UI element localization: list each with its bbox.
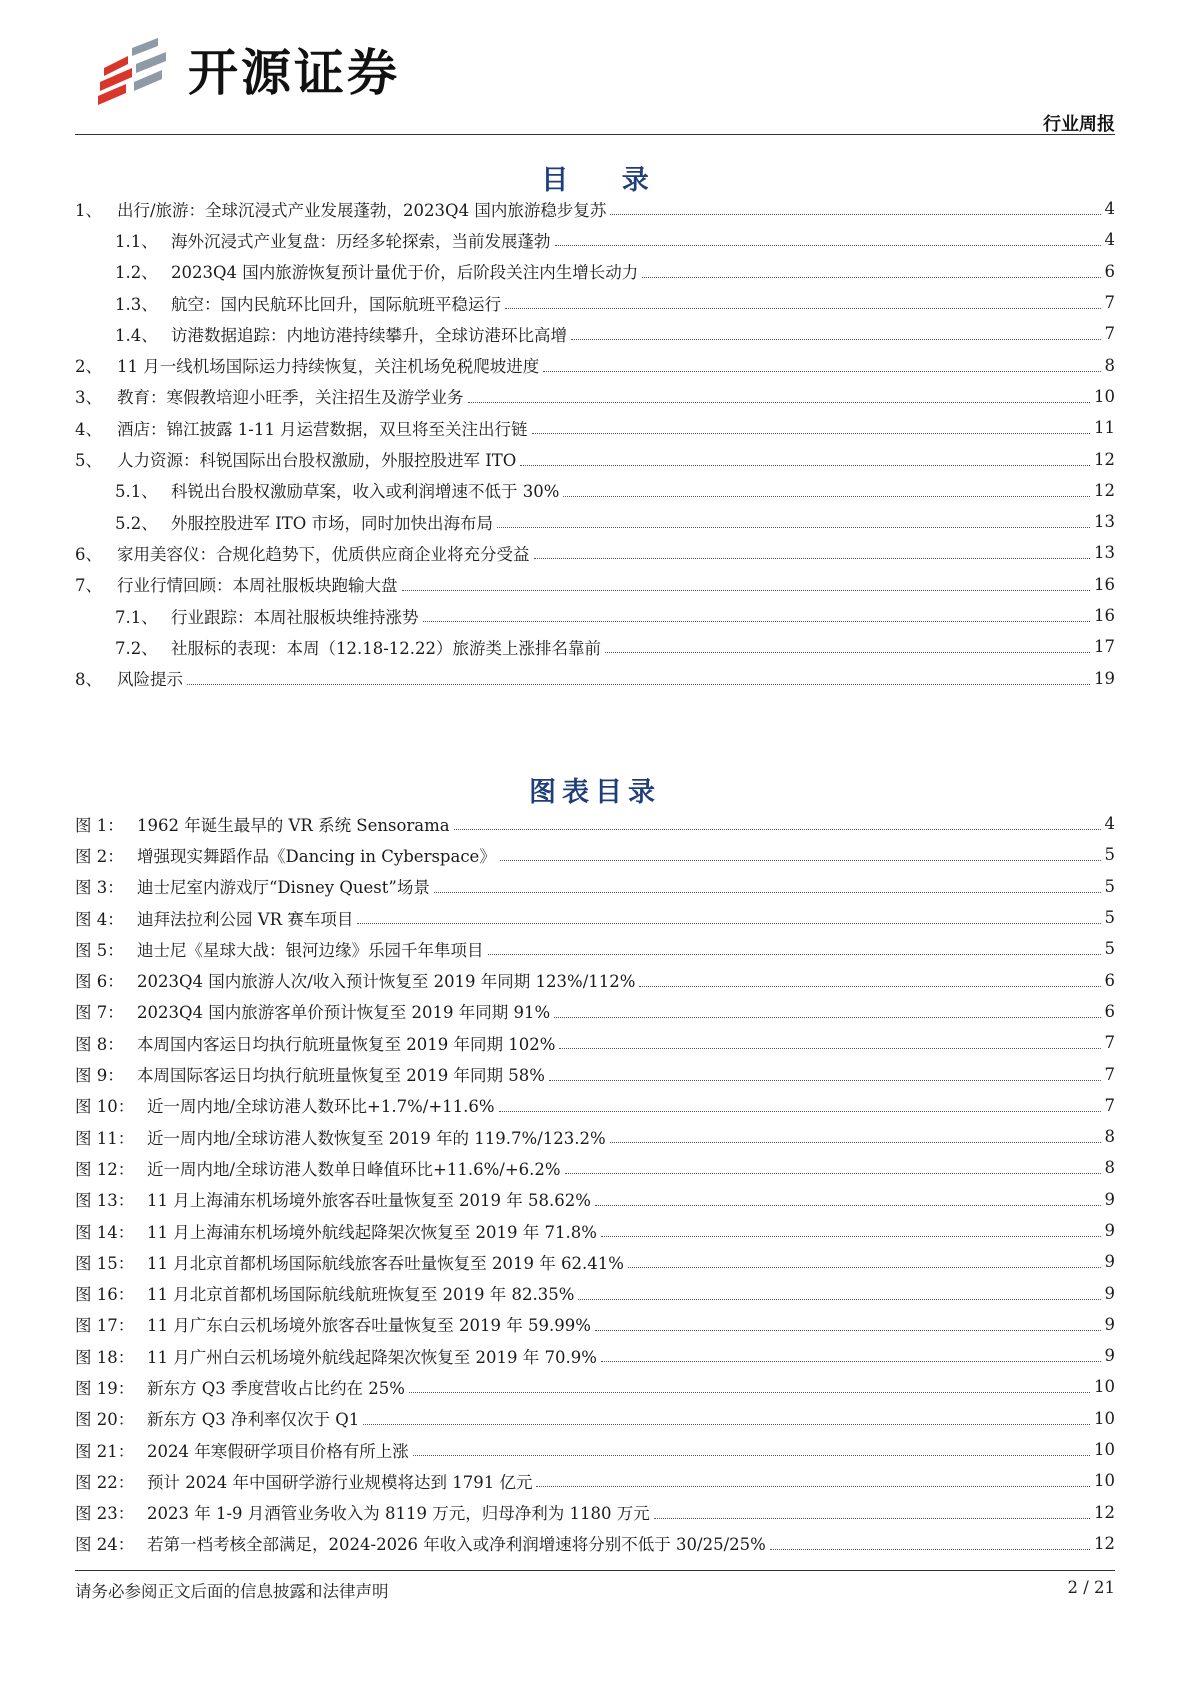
toc-entry-page: 12 [1094,480,1115,500]
toc-entry-number: 6、 [75,544,102,564]
figure-entry-page: 8 [1104,1158,1115,1178]
toc-entry-number: 7、 [75,576,102,596]
figure-entry[interactable] [75,1497,1115,1528]
figure-entry[interactable] [75,839,1115,870]
dot-leader [601,1236,1101,1237]
figure-entry-number: 图 12： [75,1159,135,1179]
figure-entry-number: 图 2： [75,846,124,866]
figure-entry-page: 5 [1104,845,1115,865]
figure-entry-page: 9 [1104,1283,1115,1303]
figure-entry[interactable] [75,964,1115,995]
toc-entry-title: 科锐出台股权激励草案，收入或利润增速不低于 30% [171,482,560,502]
toc-entry[interactable] [75,381,1115,412]
figure-entry-page: 6 [1104,970,1115,990]
dot-leader [520,465,1090,466]
figure-entry-page: 5 [1104,876,1115,896]
toc-entry-number: 1.3、 [115,294,158,314]
dot-leader [488,954,1101,955]
header-divider [75,134,1115,135]
footer-divider [75,1570,1115,1571]
dot-leader [555,245,1101,246]
figure-entry-title: 近一周内地/全球访港人数恢复至 2019 年的 119.7%/123.2% [147,1128,606,1148]
toc-entry[interactable] [75,193,1115,224]
figure-entry-title: 11 月上海浦东机场境外旅客吞吐量恢复至 2019 年 58.62% [147,1191,591,1211]
figure-entry-number: 图 21： [75,1441,135,1461]
figure-entry[interactable] [75,1465,1115,1496]
dot-leader [423,621,1091,622]
dot-leader [500,860,1101,861]
figure-list-title: 图表目录 [529,777,661,808]
toc-entry[interactable] [75,475,1115,506]
dot-leader [536,1486,1090,1487]
toc-entry-page: 8 [1104,355,1115,375]
figure-entry-title: 1962 年诞生最早的 VR 系统 Sensorama [137,815,450,835]
toc-entry-title: 海外沉浸式产业复盘：历经多轮探索，当前发展蓬勃 [171,231,551,251]
dot-leader [639,986,1100,987]
figure-entry-title: 11 月北京首都机场国际航线航班恢复至 2019 年 82.35% [147,1285,575,1305]
toc-entry-title: 教育：寒假教培迎小旺季，关注招生及游学业务 [117,388,464,408]
dot-leader [497,527,1090,528]
toc-entry[interactable] [75,349,1115,380]
dot-leader [605,652,1090,653]
toc-entry-page: 16 [1094,606,1115,625]
dot-leader [770,1549,1090,1550]
dot-leader [578,1299,1100,1300]
dot-leader [499,1111,1101,1112]
figure-entry[interactable] [75,871,1115,902]
figure-entry[interactable] [75,1340,1115,1371]
dot-leader [610,1142,1101,1143]
toc-entry-page: 19 [1094,668,1115,688]
figure-entry-page: 12 [1094,1533,1115,1553]
toc-entry-page: 4 [1104,199,1115,219]
toc-entry-title: 11 月一线机场国际运力持续恢复，关注机场免税爬坡进度 [117,357,540,377]
figure-entry[interactable] [75,1246,1115,1277]
figure-entry-number: 图 3： [75,878,124,898]
figure-entry-title: 本周国际客运日均执行航班量恢复至 2019 年同期 58% [137,1066,545,1086]
toc-entry-title: 航空：国内民航环比回升，国际航班平稳运行 [171,294,501,314]
dot-leader [468,402,1091,403]
figure-entry-title: 增强现实舞蹈作品《Dancing in Cyberspace》 [137,846,496,866]
toc-entry[interactable] [75,631,1115,662]
toc-entry-number: 1.2、 [115,263,158,283]
figure-entry-title: 11 月广东白云机场境外旅客吞吐量恢复至 2019 年 59.99% [147,1316,591,1336]
toc-entry-page: 16 [1094,574,1115,594]
figure-entry-page: 10 [1094,1408,1115,1428]
dot-leader [409,1392,1090,1393]
toc-entry[interactable] [75,318,1115,349]
figure-entry-number: 图 11： [75,1128,135,1148]
toc-title: 目 录 [541,165,671,196]
figure-entry-page: 9 [1104,1221,1115,1240]
figure-entry[interactable] [75,933,1115,964]
figure-entry-number: 图 5： [75,940,124,960]
report-type: 行业周报 [1043,114,1115,135]
figure-entry[interactable] [75,1371,1115,1402]
page-indicator: 2 / 21 [1067,1578,1115,1597]
toc-entry-title: 酒店：锦江披露 1-11 月运营数据，双旦将至关注出行链 [117,419,528,439]
toc-list [75,193,1115,694]
toc-entry[interactable] [75,506,1115,537]
dot-leader [543,371,1100,372]
toc-entry-number: 1、 [75,200,102,220]
figure-entry-number: 图 9： [75,1066,124,1086]
figure-entry-title: 2023 年 1-9 月酒管业务收入为 8119 万元，归母净利为 1180 万元 [147,1504,650,1524]
figure-entry-title: 新东方 Q3 季度营收占比约在 25% [147,1378,405,1398]
figure-entry-page: 5 [1104,939,1115,959]
figure-entry-page: 10 [1094,1440,1115,1460]
figure-entry-page: 7 [1104,1064,1115,1084]
figure-entry-page: 9 [1104,1252,1115,1272]
dot-leader [610,214,1100,215]
toc-entry-number: 1.4、 [115,325,158,345]
toc-entry-number: 7.1、 [115,607,158,627]
toc-entry-number: 5、 [75,451,102,471]
toc-entry-title: 访港数据追踪：内地访港持续攀升，全球访港环比高增 [171,325,567,345]
figure-entry-page: 9 [1104,1346,1115,1366]
toc-entry-title: 出行/旅游：全球沉浸式产业发展蓬勃，2023Q4 国内旅游稳步复苏 [117,200,607,220]
figure-entry-number: 图 20： [75,1410,135,1430]
toc-entry-page: 4 [1104,230,1115,250]
toc-entry-page: 10 [1094,386,1115,406]
toc-entry-title: 行业行情回顾：本周社服板块跑输大盘 [117,576,398,596]
toc-entry-number: 5.2、 [115,513,158,533]
figure-entry-title: 若第一档考核全部满足，2024-2026 年收入或净利润增速将分别不低于 30/25/25% [147,1535,766,1555]
toc-entry-title: 人力资源：科锐国际出台股权激励，外服控股进军 ITO [117,451,517,471]
toc-entry[interactable] [75,600,1115,631]
figure-entry-title: 11 月北京首都机场国际航线旅客吞吐量恢复至 2019 年 62.41% [147,1253,624,1273]
figure-entry-number: 图 7： [75,1003,124,1023]
figure-entry[interactable] [75,1121,1115,1152]
figure-entry-number: 图 24： [75,1535,135,1555]
figure-entry[interactable] [75,996,1115,1027]
figure-entry[interactable] [75,1184,1115,1215]
toc-entry-page: 11 [1094,418,1115,438]
toc-entry-page: 13 [1094,543,1115,563]
brand-logo-icon [98,38,174,108]
figure-entry-number: 图 6： [75,972,124,992]
toc-entry-page: 6 [1104,261,1115,281]
toc-entry[interactable] [75,537,1115,568]
dot-leader [534,558,1091,559]
figure-entry-number: 图 15： [75,1253,135,1273]
brand-logo [98,38,400,108]
toc-entry-number: 3、 [75,388,102,408]
dot-leader [363,1424,1090,1425]
figure-entry-number: 图 10： [75,1097,135,1117]
figure-entry-title: 2023Q4 国内旅游人次/收入预计恢复至 2019 年同期 123%/112% [137,972,636,992]
dot-leader [454,829,1101,830]
toc-entry-title: 风险提示 [117,670,183,690]
figure-entry-number: 图 16： [75,1285,135,1305]
figure-entry-page: 9 [1104,1189,1115,1209]
figure-entry[interactable] [75,1277,1115,1308]
dot-leader [187,684,1090,685]
figure-entry-title: 预计 2024 年中国研学游行业规模将达到 1791 亿元 [147,1472,533,1492]
figure-entry[interactable] [75,1434,1115,1465]
dot-leader [434,892,1101,893]
dot-leader [554,1017,1100,1018]
brand-name: 开源证券 [188,44,400,102]
figure-entry-number: 图 13： [75,1191,135,1211]
figure-entry-page: 7 [1104,1095,1115,1115]
figure-entry-page: 5 [1104,908,1115,928]
toc-entry-number: 1.1、 [115,231,158,251]
dot-leader [565,1173,1101,1174]
toc-entry-page: 13 [1094,512,1115,532]
toc-entry-page: 7 [1104,324,1115,344]
figure-entry-page: 8 [1104,1127,1115,1147]
dot-leader [595,1205,1101,1206]
dot-leader [505,308,1101,309]
figure-entry-number: 图 4： [75,909,124,929]
toc-entry-page: 7 [1104,293,1115,313]
toc-entry-number: 7.2、 [115,638,158,658]
figure-entry-title: 11 月广州白云机场境外航线起降架次恢复至 2019 年 70.9% [147,1347,597,1367]
figure-entry-page: 9 [1104,1314,1115,1334]
toc-entry[interactable] [75,256,1115,287]
dot-leader [563,496,1090,497]
figure-entry-title: 近一周内地/全球访港人数单日峰值环比+11.6%/+6.2% [147,1159,561,1179]
footer-disclaimer: 请务必参阅正文后面的信息披露和法律声明 [75,1582,389,1601]
figure-entry-page: 12 [1094,1502,1115,1522]
toc-entry-title: 外服控股进军 ITO 市场，同时加快出海布局 [171,513,494,533]
toc-entry-number: 8、 [75,670,102,690]
figure-entry[interactable] [75,1215,1115,1246]
figure-entry-number: 图 14： [75,1222,135,1242]
dot-leader [571,339,1101,340]
toc-entry-number: 4、 [75,419,102,439]
figure-entry-number: 图 19： [75,1378,135,1398]
figure-entry[interactable] [75,1090,1115,1121]
figure-entry-number: 图 18： [75,1347,135,1367]
figure-entry-title: 2023Q4 国内旅游客单价预计恢复至 2019 年同期 91% [137,1003,551,1023]
toc-entry[interactable] [75,412,1115,443]
dot-leader [595,1330,1101,1331]
figure-entry-page: 7 [1104,1033,1115,1053]
dot-leader [532,433,1090,434]
dot-leader [628,1267,1101,1268]
figure-entry-number: 图 1： [75,815,124,835]
dot-leader [357,923,1100,924]
figure-list [75,808,1115,1559]
toc-entry-page: 17 [1094,637,1115,657]
figure-entry-title: 迪拜法拉利公园 VR 赛车项目 [137,909,354,929]
figure-entry[interactable] [75,1152,1115,1183]
figure-entry-number: 图 8： [75,1034,124,1054]
figure-entry-page: 10 [1094,1471,1115,1491]
figure-entry[interactable] [75,1528,1115,1559]
figure-entry-title: 近一周内地/全球访港人数环比+1.7%/+11.6% [147,1097,495,1117]
toc-entry[interactable] [75,224,1115,255]
figure-entry[interactable] [75,1058,1115,1089]
figure-entry-page: 10 [1094,1377,1115,1397]
figure-entry-title: 新东方 Q3 净利率仅次于 Q1 [147,1410,360,1430]
figure-entry[interactable] [75,1309,1115,1340]
toc-entry-number: 2、 [75,357,102,377]
figure-entry-page: 4 [1104,814,1115,834]
figure-entry[interactable] [75,1027,1115,1058]
toc-entry[interactable] [75,287,1115,318]
dot-leader [549,1080,1101,1081]
toc-entry-title: 家用美容仪：合规化趋势下，优质供应商企业将充分受益 [117,544,530,564]
figure-entry-title: 本周国内客运日均执行航班量恢复至 2019 年同期 102% [137,1034,556,1054]
figure-entry[interactable] [75,808,1115,839]
toc-entry[interactable] [75,443,1115,474]
figure-entry[interactable] [75,902,1115,933]
toc-entry-title: 2023Q4 国内旅游恢复预计量优于价，后阶段关注内生增长动力 [171,263,639,283]
figure-entry-page: 6 [1104,1001,1115,1021]
dot-leader [654,1518,1090,1519]
dot-leader [642,277,1100,278]
toc-entry-page: 12 [1094,449,1115,469]
toc-entry-title: 社服标的表现：本周（12.18-12.22）旅游类上涨排名靠前 [171,638,602,658]
figure-entry-title: 迪士尼《星球大战：银河边缘》乐园千年隼项目 [137,940,484,960]
toc-entry[interactable] [75,662,1115,693]
toc-entry-number: 5.1、 [115,482,158,502]
figure-entry[interactable] [75,1403,1115,1434]
figure-entry-number: 图 22： [75,1472,135,1492]
dot-leader [402,590,1091,591]
figure-entry-title: 11 月上海浦东机场境外航线起降架次恢复至 2019 年 71.8% [147,1222,597,1242]
figure-entry-title: 迪士尼室内游戏厅“Disney Quest”场景 [137,878,430,898]
dot-leader [559,1048,1100,1049]
dot-leader [413,1455,1090,1456]
figure-entry-number: 图 23： [75,1504,135,1524]
toc-entry[interactable] [75,569,1115,600]
figure-entry-title: 2024 年寒假研学项目价格有所上涨 [147,1441,409,1461]
toc-entry-title: 行业跟踪：本周社服板块维持涨势 [171,607,419,627]
figure-entry-number: 图 17： [75,1316,135,1336]
dot-leader [601,1361,1101,1362]
